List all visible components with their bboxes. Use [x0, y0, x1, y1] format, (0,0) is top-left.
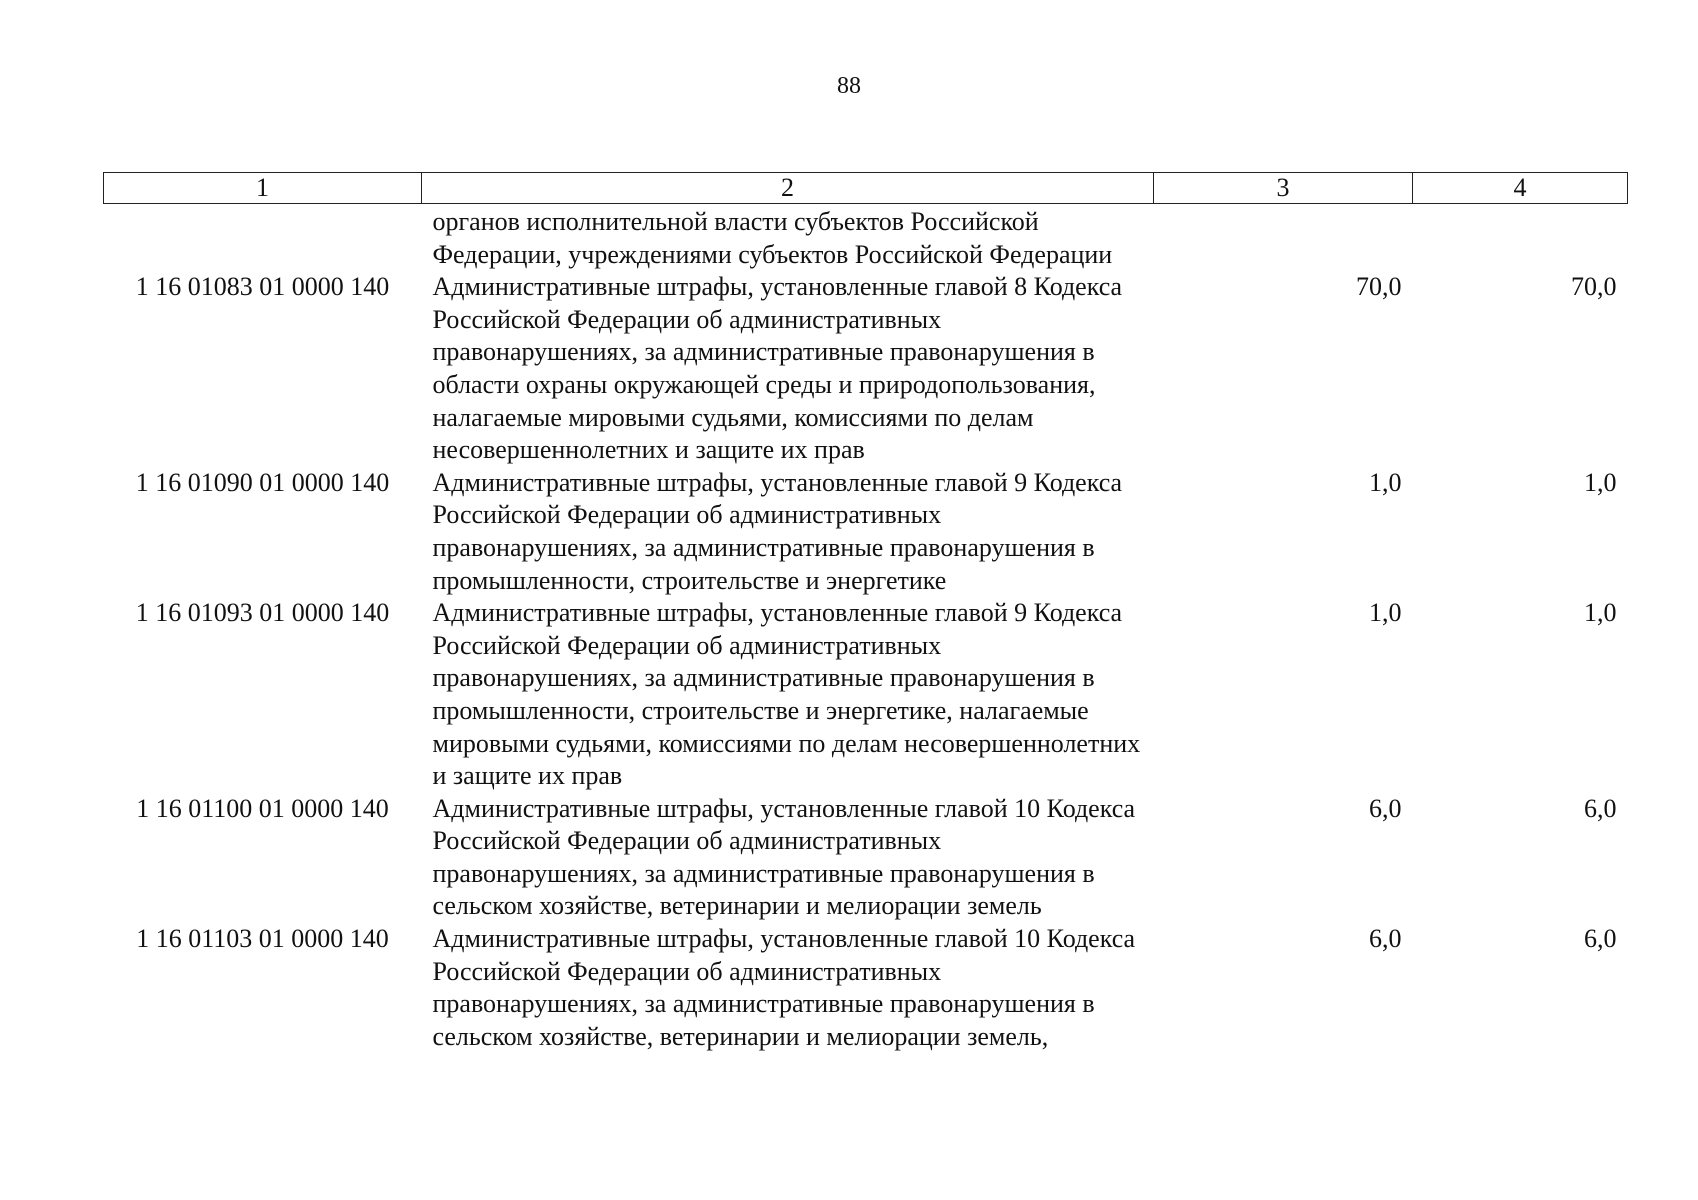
- budget-table: [103, 172, 1628, 1053]
- row-code: 1 16 01100 01 0000 140: [136, 793, 389, 823]
- row-value-col4: 1,0: [1584, 467, 1617, 497]
- row-description: Административные штрафы, установленные главой 9 Кодекса Российской Федерации об административных правонарушениях, за административные правонарушения в промышленности, строительстве и энергетике, налагаемые мировыми судьями, комиссиями по делам несовершеннолетних и защите их прав: [432, 598, 1141, 791]
- row-value-col3: 6,0: [1369, 793, 1402, 823]
- table-row: [104, 271, 1628, 467]
- header-row: [104, 173, 1628, 204]
- row-code: 1 16 01103 01 0000 140: [136, 924, 389, 954]
- table-row: [104, 923, 1628, 1053]
- row-description: Административные штрафы, установленные главой 9 Кодекса Российской Федерации об административных правонарушениях, за административные правонарушения в промышленности, строительстве и энергетике: [432, 467, 1123, 595]
- row-code: 1 16 01093 01 0000 140: [135, 598, 390, 628]
- row-value-col3: 1,0: [1369, 467, 1402, 497]
- row-value-col4: 6,0: [1584, 793, 1617, 823]
- table-row: [104, 204, 1628, 272]
- row-value-col3: 1,0: [1369, 598, 1402, 628]
- header-col-4: 4: [1413, 173, 1628, 204]
- row-code: [104, 204, 422, 272]
- row-value-col4: 6,0: [1584, 924, 1617, 954]
- page-number: 88: [837, 73, 861, 99]
- row-description: органов исполнительной власти субъектов Российской Федерации, учреждениями субъектов Российской Федерации: [432, 207, 1113, 269]
- table-row: [104, 597, 1628, 793]
- table-header: [104, 173, 1628, 204]
- row-code: 1 16 01083 01 0000 140: [135, 272, 390, 302]
- row-value-col4: [1413, 204, 1628, 272]
- row-value-col4: 1,0: [1584, 598, 1617, 628]
- row-description: Административные штрафы, установленные главой 8 Кодекса Российской Федерации об административных правонарушениях, за административные правонарушения в области охраны окружающей среды и природопользования, налагаемые мировыми судьями, комиссиями по делам несовершеннолетних и защите их прав: [432, 272, 1123, 465]
- header-col-3: 3: [1154, 173, 1413, 204]
- row-value-col3: 70,0: [1356, 272, 1402, 302]
- table-row: [104, 793, 1628, 923]
- row-value-col3: 6,0: [1369, 924, 1402, 954]
- table-body: [104, 204, 1628, 1054]
- row-value-col4: 70,0: [1571, 272, 1617, 302]
- header-col-1: 1: [104, 173, 422, 204]
- row-description: Административные штрафы, установленные главой 10 Кодекса Российской Федерации об административных правонарушениях, за административные правонарушения в сельском хозяйстве, ветеринарии и мелиорации земель: [432, 793, 1136, 921]
- row-description: Административные штрафы, установленные главой 10 Кодекса Российской Федерации об административных правонарушениях, за административные правонарушения в сельском хозяйстве, ветеринарии и мелиорации земель,: [432, 924, 1136, 1051]
- row-code: 1 16 01090 01 0000 140: [135, 467, 390, 497]
- row-value-col3: [1154, 204, 1413, 272]
- table-row: [104, 467, 1628, 597]
- header-col-2: 2: [422, 173, 1154, 204]
